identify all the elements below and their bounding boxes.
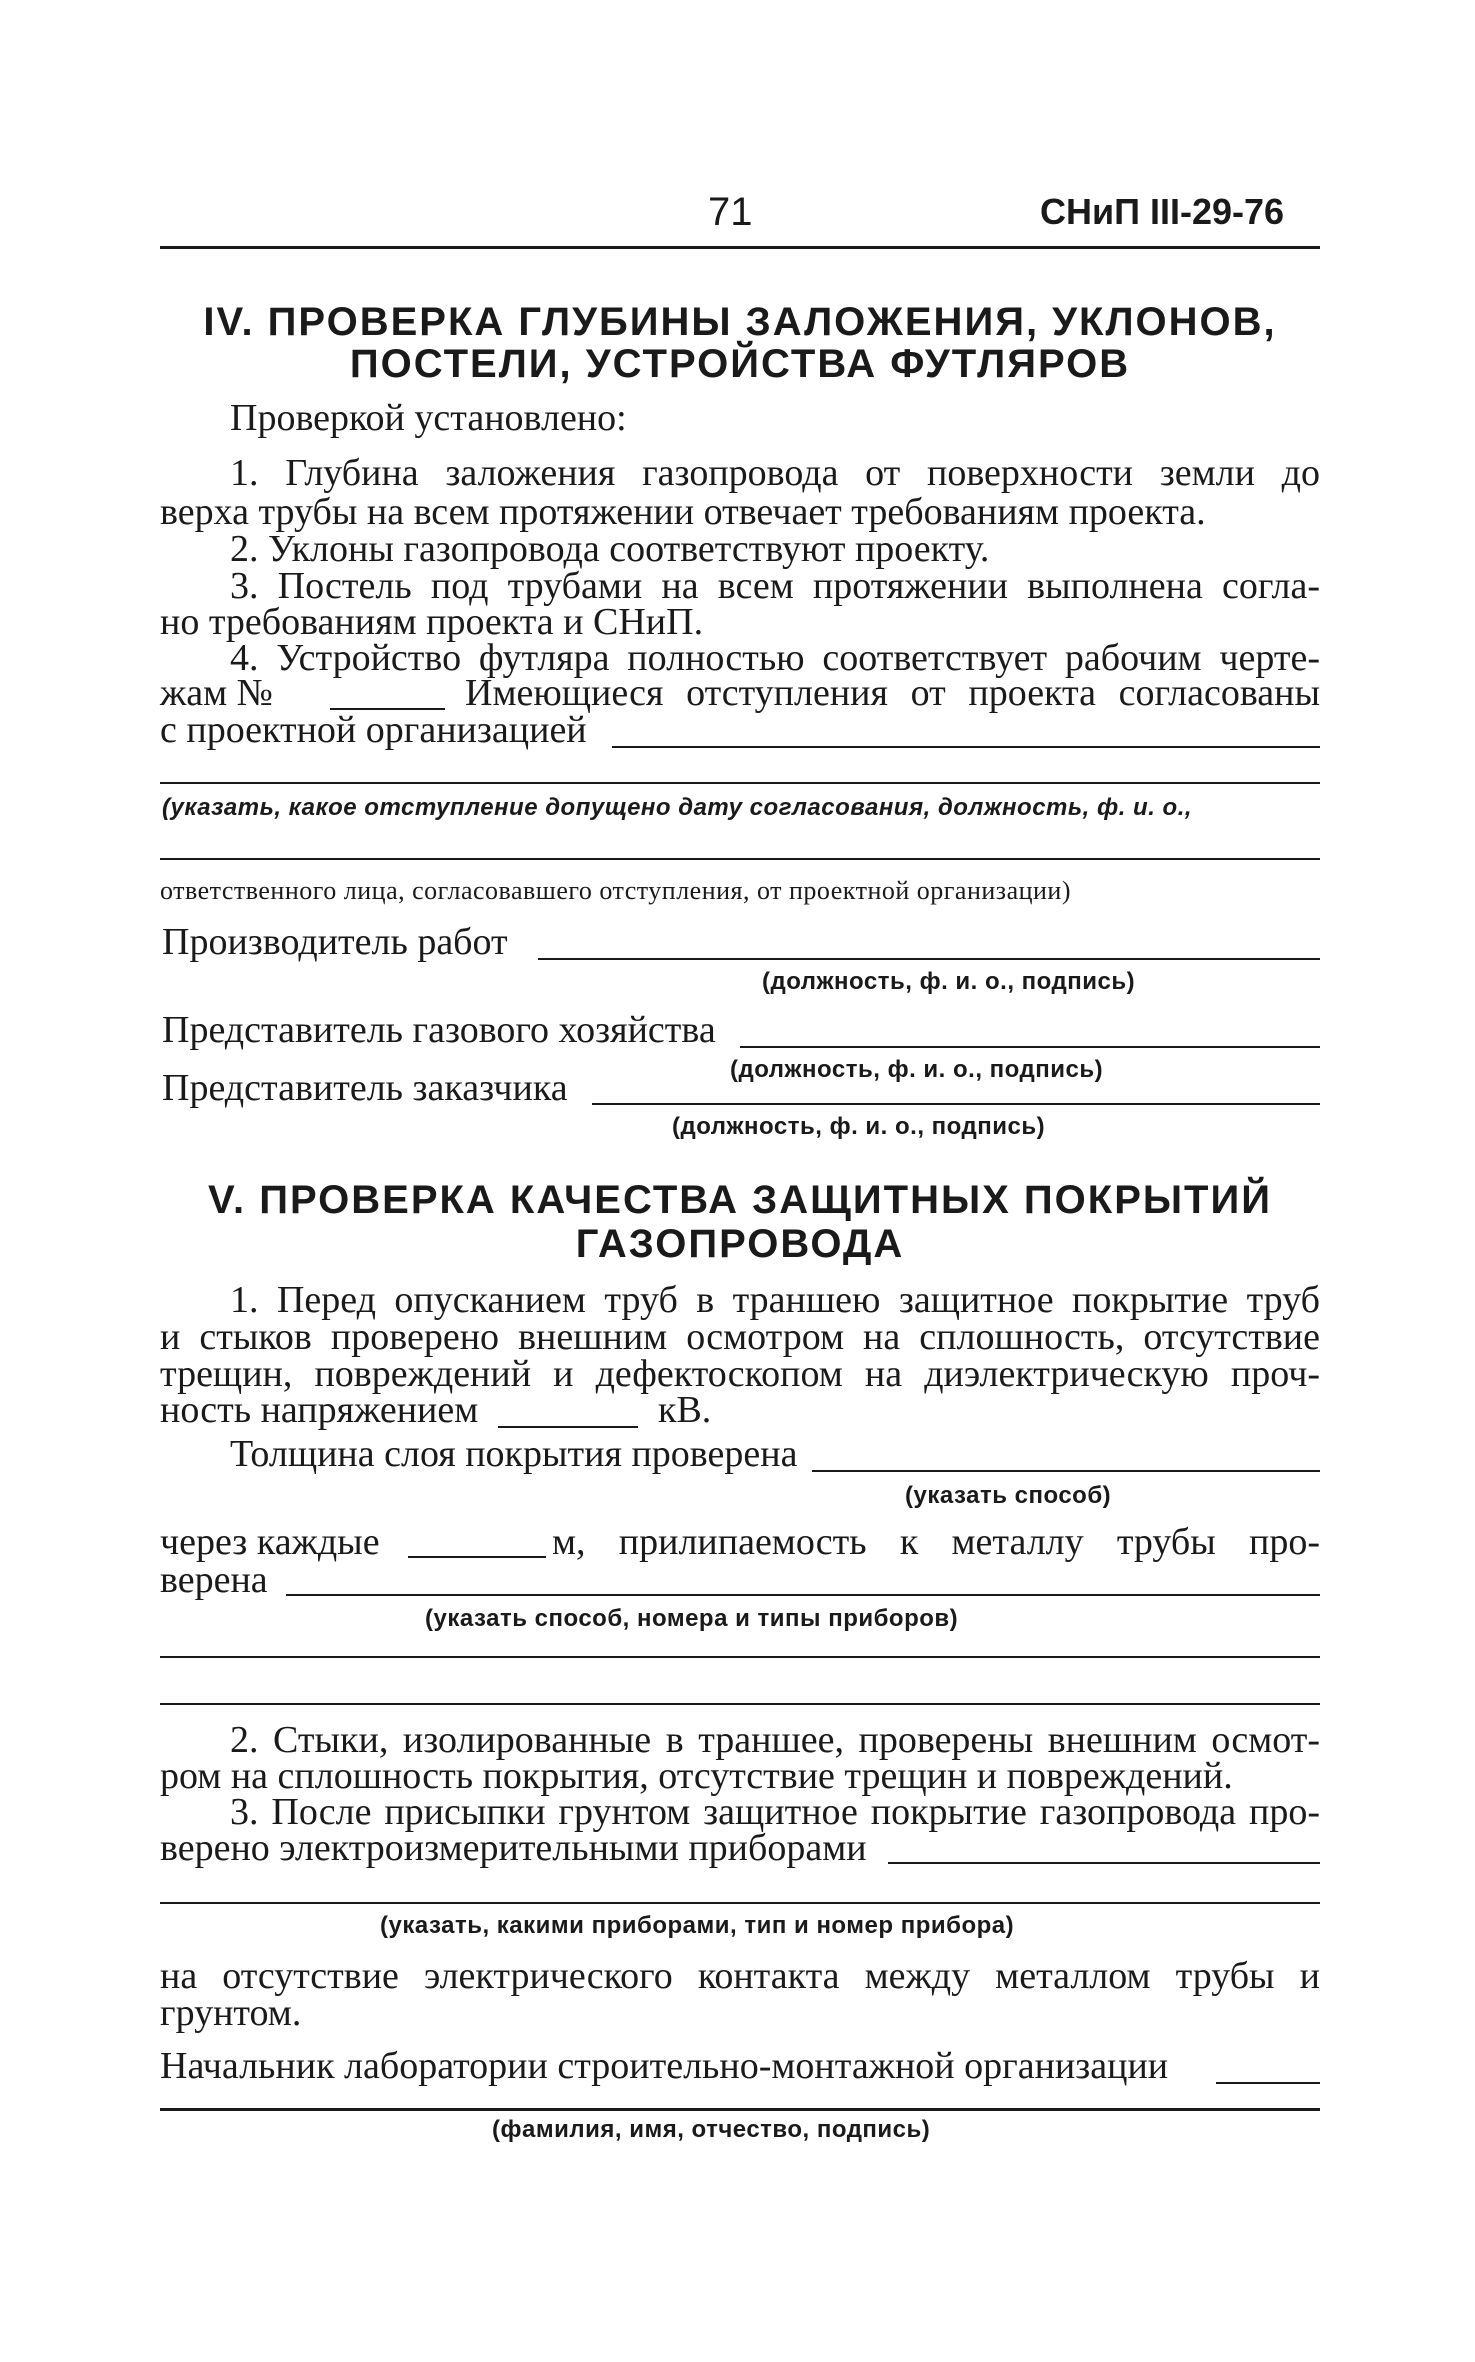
page-number: 71 (708, 190, 753, 234)
sign-gas-blank (740, 1046, 1320, 1048)
devices-blank-1 (160, 1656, 1320, 1658)
section5-title-line1: V. ПРОВЕРКА КАЧЕСТВА ЗАЩИТНЫХ ПОКРЫТИЙ (208, 1178, 1272, 1222)
voltage-blank (498, 1426, 638, 1428)
sign-customer-blank (592, 1103, 1320, 1105)
thickness-label: Толщина слоя покрытия проверена (230, 1433, 798, 1475)
section4-item4-line2-end: Имеющиеся отступления от проекта согласованы (465, 672, 1320, 714)
checked-blank (286, 1594, 1320, 1596)
every-label: через каждые (160, 1521, 380, 1563)
section5-item1-line4-end: кВ. (658, 1389, 712, 1431)
instruments-blank-2 (160, 1902, 1320, 1904)
section4-title-line1: IV. ПРОВЕРКА ГЛУБИНЫ ЗАЛОЖЕНИЯ, УКЛОНОВ, (203, 300, 1277, 344)
contact-line1: на отсутствие электрического контакта между металлом трубы и (160, 1955, 1320, 1997)
section5-item1-line4-start: ность напряжением (160, 1389, 479, 1431)
section5-item3-line1: 3. После присыпки грунтом защитное покрытие газопровода про- (230, 1791, 1320, 1833)
caption-fio: (фамилия, имя, отчество, подпись) (492, 2116, 931, 2143)
sign-customer-label: Представитель заказчика (162, 1067, 568, 1109)
adhesion-label: м, прилипаемость к металлу трубы про- (552, 1521, 1320, 1563)
section5-item2-line2: ром на сплошность покрытия, отсутствие трещин и повреждений. (160, 1755, 1233, 1797)
interval-blank (408, 1556, 546, 1558)
caption-deviation-2: ответственного лица, согласовавшего отступления, от проектной организации) (160, 876, 1072, 905)
section4-item2: 2. Уклоны газопровода соответствуют проекту. (230, 528, 990, 570)
section4-item4-line3: с проектной организацией (160, 709, 587, 751)
lab-head-rule (160, 2108, 1320, 2111)
section4-intro: Проверкой установлено: (230, 397, 627, 439)
caption-sign-gas: (должность, ф. и. о., подпись) (730, 1056, 1104, 1083)
caption-method: (указать способ) (905, 1482, 1112, 1509)
header-rule (160, 246, 1320, 249)
sign-gas-label: Представитель газового хозяйства (162, 1009, 716, 1051)
sign-contractor-blank (538, 958, 1320, 960)
section4-item1-line1: 1. Глубина заложения газопровода от поверхности земли до (230, 452, 1320, 494)
lab-head-label: Начальник лаборатории строительно-монтажной организации (160, 2045, 1169, 2087)
section5-item3-line2: верено электроизмерительными приборами (160, 1827, 867, 1869)
caption-sign-contractor: (должность, ф. и. о., подпись) (762, 968, 1136, 995)
devices-blank-2 (160, 1703, 1320, 1705)
section4-item4-line1: 4. Устройство футляра полностью соответствует рабочим черте- (230, 637, 1320, 679)
section5-item1-line1: 1. Перед опусканием труб в траншею защитное покрытие труб (230, 1279, 1320, 1321)
section5-item2-line1: 2. Стыки, изолированные в траншее, проверены внешним осмот- (230, 1719, 1320, 1761)
section4-item3-line2: но требованиям проекта и СНиП. (160, 601, 704, 643)
caption-devices: (указать способ, номера и типы приборов) (425, 1605, 959, 1632)
thickness-blank (812, 1470, 1320, 1472)
section5-item1-line2: и стыков проверено внешним осмотром на сплошность, отсутствие (160, 1316, 1320, 1358)
caption-sign-customer: (должность, ф. и. о., подпись) (672, 1113, 1046, 1140)
lab-head-blank (1216, 2082, 1320, 2084)
section4-title-line2: ПОСТЕЛИ, УСТРОЙСТВА ФУТЛЯРОВ (349, 342, 1131, 386)
instruments-blank-1 (888, 1862, 1320, 1864)
checked-label: верена (160, 1559, 268, 1601)
caption-deviation-1: (указать, какое отступление допущено дату согласования, должность, ф. и. о., (162, 794, 1193, 821)
design-org-blank (612, 746, 1320, 748)
contact-line2: грунтом. (160, 1992, 302, 2034)
caption-instruments: (указать, какими приборами, тип и номер прибора) (380, 1912, 1015, 1939)
section4-item3-line1: 3. Постель под трубами на всем протяжении выполнена согла- (230, 565, 1320, 607)
section5-item1-line3: трещин, повреждений и дефектоскопом на диэлектрическую проч- (160, 1353, 1320, 1395)
sign-contractor-label: Производитель работ (162, 921, 508, 963)
deviation-blank-1 (160, 782, 1320, 784)
section5-title-line2: ГАЗОПРОВОДА (575, 1222, 905, 1266)
deviation-blank-2 (160, 858, 1320, 860)
section4-item1-line2: верха трубы на всем протяжении отвечает требованиям проекта. (160, 491, 1206, 533)
document-code: СНиП III-29-76 (1040, 191, 1285, 232)
section4-item4-line2-start: жам № (160, 672, 273, 714)
